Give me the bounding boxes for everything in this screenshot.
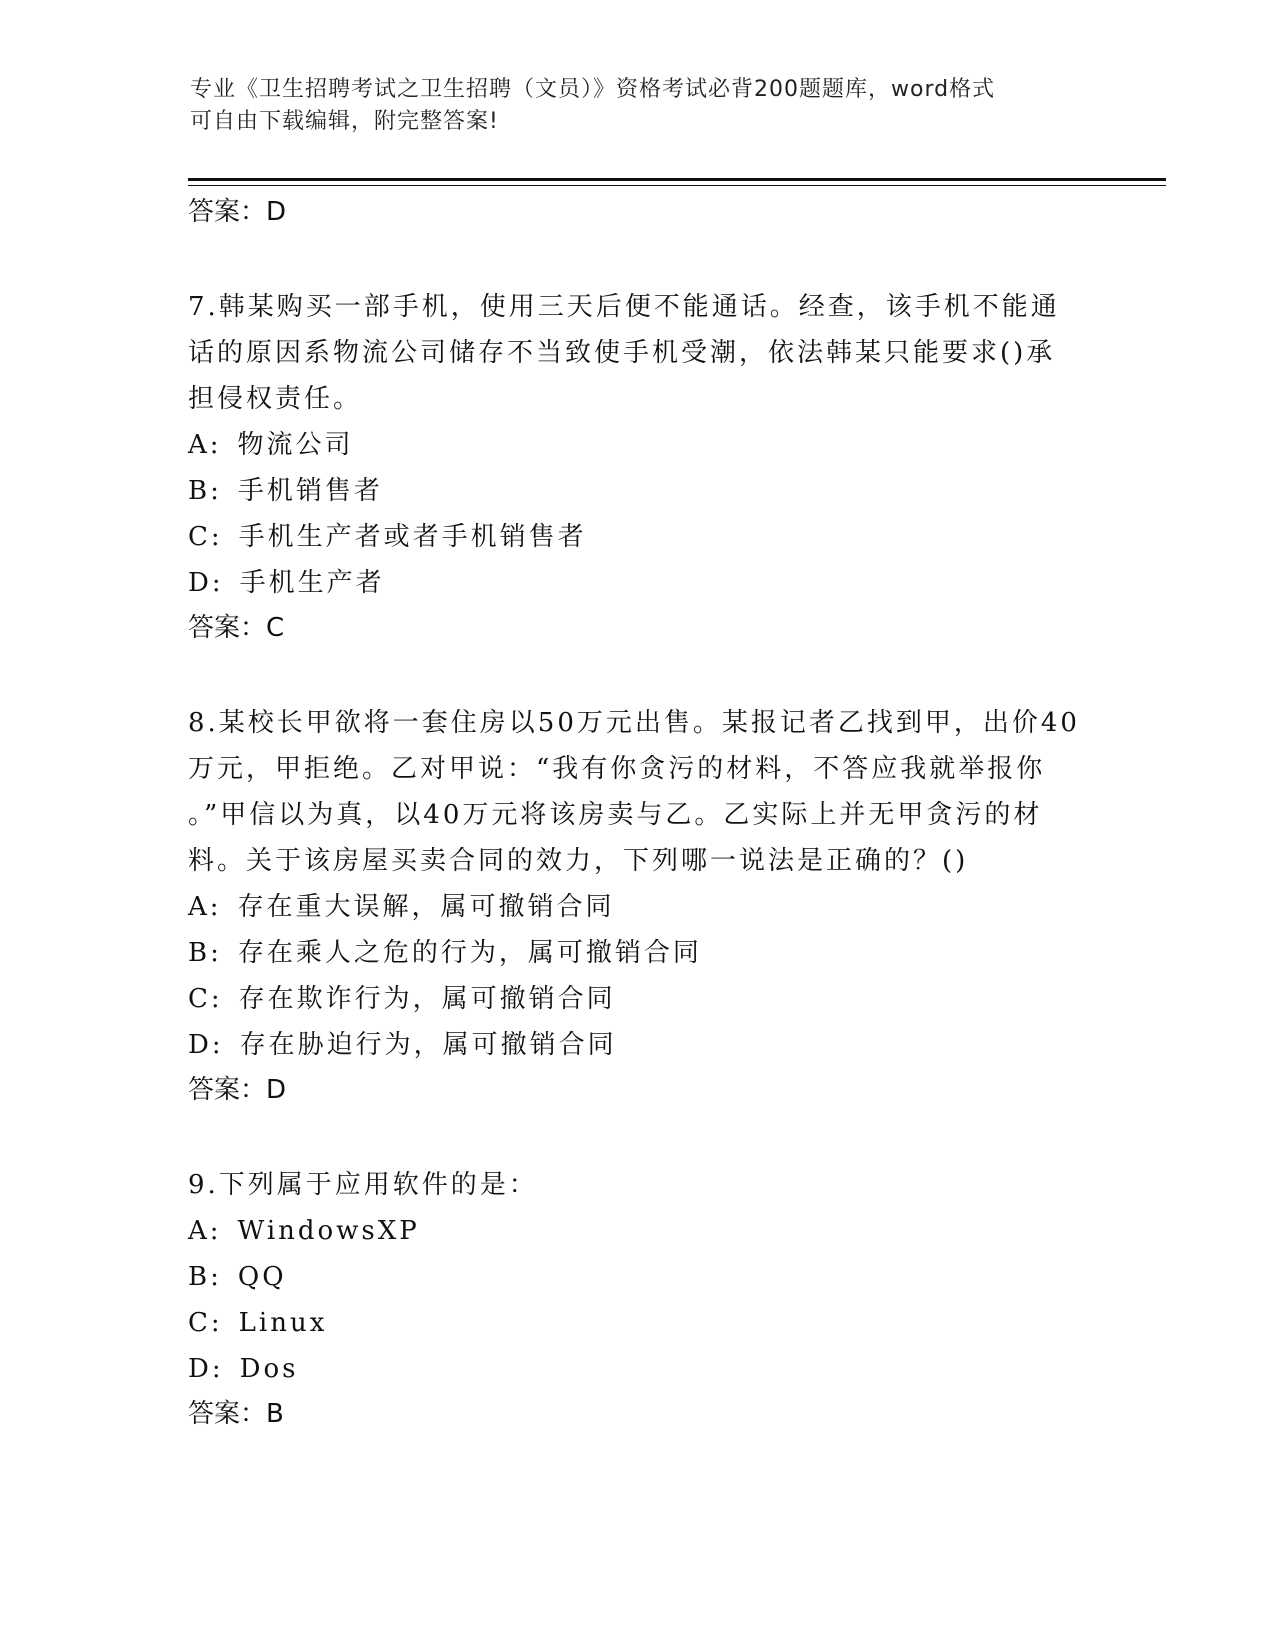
header-line-2: 可自由下载编辑，附完整答案! <box>190 109 499 134</box>
option-key: C: <box>188 1308 223 1338</box>
header-rule-thick <box>188 178 1166 181</box>
option-text: 手机生产者或者手机销售者 <box>238 522 587 552</box>
option-key: C: <box>188 984 223 1014</box>
question-stem-line: 料。关于该房屋买卖合同的效力，下列哪一说法是正确的？() <box>188 846 969 876</box>
option-key: C: <box>188 522 223 552</box>
answer-value: D <box>266 197 287 227</box>
option-d <box>188 1346 1088 1392</box>
option-text: QQ <box>237 1262 287 1292</box>
answer-line <box>188 1392 1088 1436</box>
option-c <box>188 514 1088 560</box>
option-key: A: <box>188 1216 222 1246</box>
option-key: B: <box>188 476 222 506</box>
option-text: 手机生产者 <box>239 568 385 598</box>
option-key: B: <box>188 938 222 968</box>
header-line-1: 专业《卫生招聘考试之卫生招聘（文员）》资格考试必背200题题库，word格式 <box>190 77 996 102</box>
question-stem-line: 话的原因系物流公司储存不当致使手机受潮，依法韩某只能要求()承 <box>188 338 1056 368</box>
answer-value: C <box>266 613 285 643</box>
option-text: 手机销售者 <box>237 476 383 506</box>
option-text: 存在乘人之危的行为，属可撤销合同 <box>237 938 702 968</box>
question-stem-line: 担侵权责任。 <box>188 384 363 414</box>
option-text: 存在重大误解，属可撤销合同 <box>237 892 615 922</box>
answer-line <box>188 1068 1088 1112</box>
option-b <box>188 468 1088 514</box>
option-text: 物流公司 <box>237 430 354 460</box>
option-text: Dos <box>239 1354 299 1384</box>
option-c <box>188 976 1088 1022</box>
option-text: Linux <box>238 1308 328 1338</box>
option-text: 存在欺诈行为，属可撤销合同 <box>238 984 616 1014</box>
answer-label: 答案： <box>188 1075 267 1105</box>
answer-line <box>188 606 1088 650</box>
question-stem-line: 8.某校长甲欲将一套住房以50万元出售。某报记者乙找到甲，出价40 <box>188 708 1080 738</box>
option-a <box>188 422 1088 468</box>
option-d <box>188 1022 1088 1068</box>
document-content <box>188 190 1088 1436</box>
option-a <box>188 884 1088 930</box>
option-key: D: <box>188 1030 224 1060</box>
option-key: B: <box>188 1262 222 1292</box>
answer-label: 答案： <box>188 613 267 643</box>
option-text: WindowsXP <box>237 1216 420 1246</box>
option-key: A: <box>188 430 222 460</box>
question-stem-line: 7.韩某购买一部手机，使用三天后便不能通话。经查，该手机不能通 <box>188 292 1060 322</box>
option-a <box>188 1208 1088 1254</box>
document-header <box>190 74 1090 138</box>
answer-label: 答案： <box>188 197 267 227</box>
answer-label: 答案： <box>188 1399 267 1429</box>
question-stem-line: 9.下列属于应用软件的是： <box>188 1170 538 1200</box>
option-c <box>188 1300 1088 1346</box>
option-text: 存在胁迫行为，属可撤销合同 <box>239 1030 617 1060</box>
option-key: D: <box>188 1354 224 1384</box>
question-9 <box>188 1162 1088 1436</box>
question-stem-line: 。”甲信以为真，以40万元将该房卖与乙。乙实际上并无甲贪污的材 <box>188 800 1043 830</box>
question-stem-line: 万元，甲拒绝。乙对甲说：“我有你贪污的材料，不答应我就举报你 <box>188 754 1046 784</box>
answer-line <box>188 190 1088 234</box>
option-key: D: <box>188 568 224 598</box>
option-b <box>188 1254 1088 1300</box>
answer-value: D <box>266 1075 287 1105</box>
option-d <box>188 560 1088 606</box>
question-7 <box>188 284 1088 650</box>
answer-value: B <box>266 1399 284 1429</box>
question-8 <box>188 700 1088 1112</box>
option-b <box>188 930 1088 976</box>
option-key: A: <box>188 892 222 922</box>
header-rule-thin <box>188 185 1166 186</box>
